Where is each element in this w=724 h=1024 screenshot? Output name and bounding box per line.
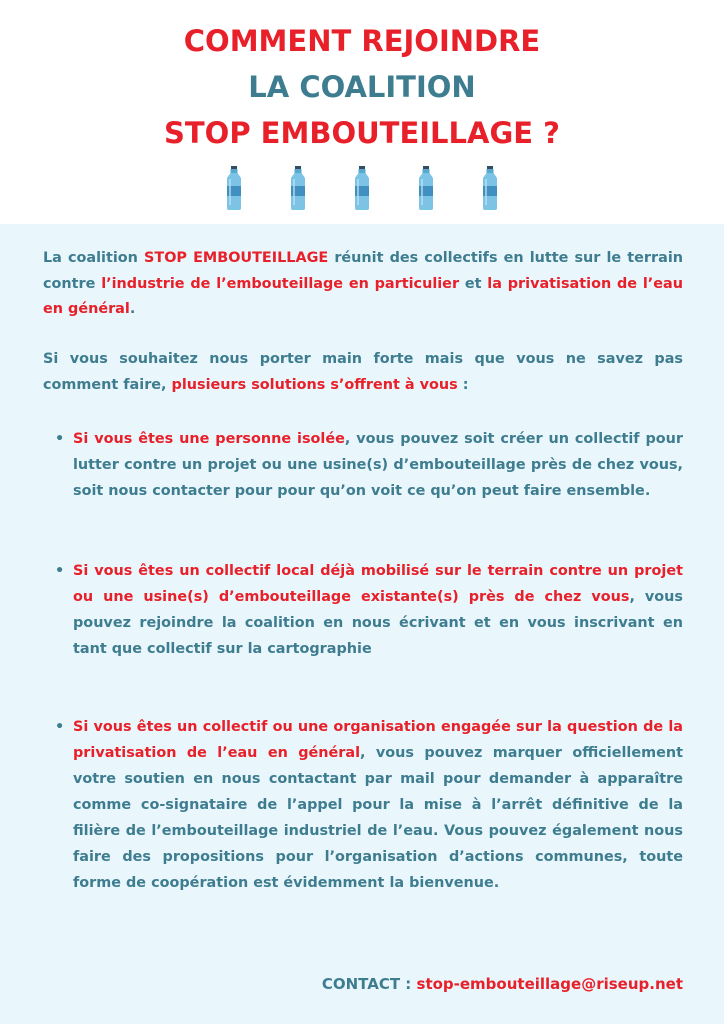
bottle-icon	[417, 166, 435, 210]
bullet-text: , vous pouvez marquer officiellement votre soutien en nous contactant par mail pour demander à apparaître comme co-signataire de l’appel pour la mise à l’arrêt définitive de la filière de l’embouteillage industriel de l’eau. Vous pouvez également nous faire des propositions pour l’organisation d’actions communes, toute forme de coopération est évidemment la bienvenue.	[73, 745, 684, 891]
title-line-2: LA COALITION	[248, 70, 476, 104]
list-item	[55, 426, 683, 504]
help-text-1: Si vous souhaitez nous porter main forte mais que vous ne savez pas comment faire,	[43, 351, 683, 393]
bottle-row	[0, 166, 724, 210]
bullet-highlight: Si vous êtes un collectif ou une organisation engagée sur la question de la privatisation de l’eau en général	[73, 719, 683, 761]
bullet-list-1	[55, 426, 683, 504]
bullet-icon: •	[55, 719, 65, 735]
intro-paragraph	[43, 246, 683, 323]
header	[0, 0, 724, 224]
bullet-text: , vous pouvez rejoindre la coalition en nous écrivant et en vous inscrivant en tant que collectif sur la cartographie	[73, 589, 683, 657]
title-line-1: COMMENT REJOINDRE	[183, 24, 541, 58]
intro-text-3: et	[459, 275, 488, 292]
content-panel	[0, 224, 724, 1024]
help-highlight: plusieurs solutions s’offrent à vous	[171, 376, 458, 393]
bottle-icon	[225, 166, 243, 210]
bottle-icon	[289, 166, 307, 210]
bullet-icon: •	[55, 431, 65, 447]
title-line-3: STOP EMBOUTEILLAGE ?	[164, 116, 560, 150]
intro-highlight-privatisation: la privatisation de l’eau en général	[43, 275, 683, 317]
bullet-list-2	[55, 558, 683, 662]
bullet-list-3	[55, 714, 683, 896]
intro-highlight-industry: l’industrie de l’embouteillage en particulier	[101, 275, 460, 292]
bullet-highlight: Si vous êtes une personne isolée	[73, 431, 345, 447]
contact-email[interactable]: stop-embouteillage@riseup.net	[416, 975, 683, 993]
help-text-2: :	[457, 376, 469, 393]
bullet-text: , vous pouvez soit créer un collectif pour lutter contre un projet ou une usine(s) d’embouteillage près de chez vous, soit nous contacter pour pour qu’on voit ce qu’on peut faire ensemble.	[73, 431, 683, 499]
intro-text-2: réunit des collectifs en lutte sur le terrain contre	[43, 250, 683, 292]
bullet-icon: •	[55, 563, 65, 579]
bullet-highlight: Si vous êtes un collectif local déjà mobilisé sur le terrain contre un projet ou une usine(s) d’embouteillage existante(s) près de chez vous	[73, 563, 683, 605]
help-paragraph	[43, 347, 683, 398]
list-item	[55, 714, 683, 896]
bottle-icon	[481, 166, 499, 210]
intro-text-4: .	[129, 301, 136, 317]
intro-highlight-coalition: STOP EMBOUTEILLAGE	[144, 250, 329, 266]
intro-text-1: La coalition	[43, 250, 145, 266]
bottle-icon	[353, 166, 371, 210]
list-item	[55, 558, 683, 662]
contact-line	[322, 972, 683, 996]
contact-label: CONTACT :	[321, 975, 417, 993]
